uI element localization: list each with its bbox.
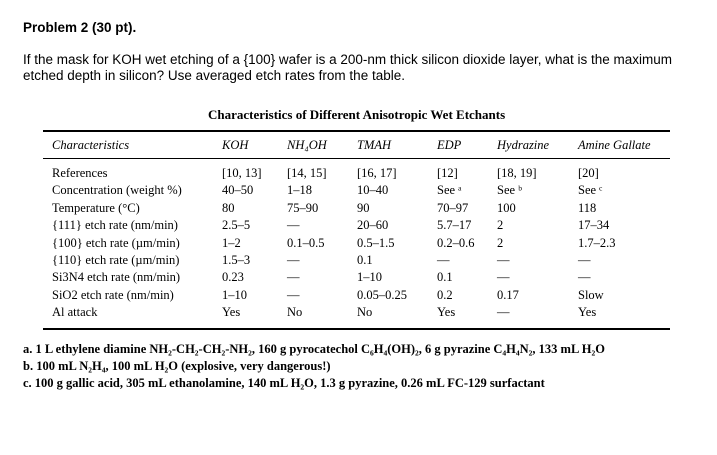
- table-cell: —: [287, 287, 300, 302]
- table-cell: [20]: [578, 166, 599, 180]
- table-cell: 0.1: [437, 270, 453, 285]
- table-cell: —: [497, 305, 510, 320]
- table-cell: [18, 19]: [497, 166, 537, 180]
- table-cell: 2: [497, 235, 504, 250]
- row-label: SiO2 etch rate (nm/min): [52, 287, 174, 302]
- row-label: References: [52, 166, 108, 180]
- table-cell: 1.7–2.3: [578, 235, 616, 250]
- footnote-b: b. 100 mL N₂H₄, 100 mL H₂O (explosive, very dangerous!): [23, 359, 331, 373]
- table-cell: 5.7–17: [437, 218, 472, 233]
- table-cell: 0.2: [437, 287, 453, 302]
- table-cell: 75–90: [287, 200, 319, 215]
- table-cell: 40–50: [222, 183, 254, 198]
- header-amine-gallate: Amine Gallate: [578, 138, 651, 152]
- table-cell: —: [287, 270, 300, 285]
- table-cell: Slow: [578, 287, 604, 302]
- table-cell: 1–10: [357, 270, 382, 285]
- table-cell: 1–2: [222, 235, 241, 250]
- row-label: Si3N4 etch rate (nm/min): [52, 270, 181, 285]
- row-label: Al attack: [52, 305, 98, 320]
- table-caption: Characteristics of Different Anisotropic Wet Etchants: [208, 107, 506, 122]
- table-cell: Yes: [578, 305, 597, 320]
- table-cell: 0.23: [222, 270, 244, 285]
- header-tmah: TMAH: [357, 138, 392, 152]
- table-cell: 0.17: [497, 287, 519, 302]
- table-cell: 1.5–3: [222, 253, 251, 267]
- footnote-c: c. 100 g gallic acid, 305 mL ethanolamine, 140 mL H₂O, 1.3 g pyrazine, 0.26 mL FC-129 surfactant: [23, 376, 545, 390]
- row-label: {100} etch rate (µm/min): [52, 235, 180, 250]
- table-cell: 118: [578, 200, 597, 215]
- table-cell: See ᵇ: [497, 183, 523, 198]
- table-cell: 1–10: [222, 287, 247, 302]
- table-cell: —: [578, 270, 591, 285]
- table-cell: See ᶜ: [578, 183, 603, 198]
- table-cell: No: [287, 305, 303, 320]
- table-cell: —: [437, 253, 450, 267]
- table-bottom-rule: [43, 328, 670, 330]
- table-cell: —: [287, 218, 300, 233]
- header-hydrazine: Hydrazine: [497, 138, 550, 152]
- table-cell: [10, 13]: [222, 166, 262, 180]
- table-cell: 17–34: [578, 218, 610, 233]
- table-cell: 0.05–0.25: [357, 287, 407, 302]
- row-label: {110} etch rate (µm/min): [52, 253, 180, 267]
- table-cell: —: [578, 253, 591, 267]
- table-cell: 20–60: [357, 218, 389, 233]
- table-cell: See ᵃ: [437, 183, 462, 198]
- table-cell: —: [497, 270, 510, 285]
- table-header-rule: [43, 158, 670, 159]
- table-cell: 70–97: [437, 200, 469, 215]
- footnote-a: a. 1 L ethylene diamine NH₂-CH₂-CH₂-NH₂, 160 g pyrocatechol C₆H₄(OH)₂, 6 g pyrazine C₄H₄N₂, 133 mL H₂O: [23, 342, 605, 356]
- table-cell: 2: [497, 218, 504, 233]
- header-koh: KOH: [222, 138, 249, 152]
- header-characteristics: Characteristics: [52, 138, 130, 152]
- problem-title: Problem 2 (30 pt).: [23, 20, 137, 35]
- table-cell: 100: [497, 200, 516, 215]
- header-edp: EDP: [437, 138, 462, 152]
- table-cell: [12]: [437, 166, 458, 180]
- table-cell: 0.1: [357, 253, 373, 267]
- row-label: Concentration (weight %): [52, 183, 182, 198]
- table-top-rule: [43, 130, 670, 132]
- table-cell: 90: [357, 200, 370, 215]
- table-cell: Yes: [437, 305, 456, 320]
- table-cell: —: [497, 253, 510, 267]
- table-cell: 0.2–0.6: [437, 235, 475, 250]
- table-cell: 1–18: [287, 183, 312, 198]
- table-cell: 2.5–5: [222, 218, 251, 233]
- problem-statement: If the mask for KOH wet etching of a {100} wafer is a 200-nm thick silicon dioxide layer, what is the maximum etched depth in silicon? Use averaged etch rates from the table.: [23, 52, 673, 83]
- table-cell: Yes: [222, 305, 241, 320]
- row-label: Temperature (°C): [52, 200, 140, 215]
- header-nh4oh: NH₄OH: [287, 138, 327, 152]
- table-cell: —: [287, 253, 300, 267]
- table-cell: 0.1–0.5: [287, 235, 325, 250]
- table-cell: [16, 17]: [357, 166, 397, 180]
- table-cell: 10–40: [357, 183, 389, 198]
- table-cell: [14, 15]: [287, 166, 327, 180]
- table-cell: 0.5–1.5: [357, 235, 395, 250]
- table-cell: 80: [222, 200, 235, 215]
- row-label: {111} etch rate (nm/min): [52, 218, 178, 233]
- table-cell: No: [357, 305, 373, 320]
- footnotes: [23, 341, 713, 392]
